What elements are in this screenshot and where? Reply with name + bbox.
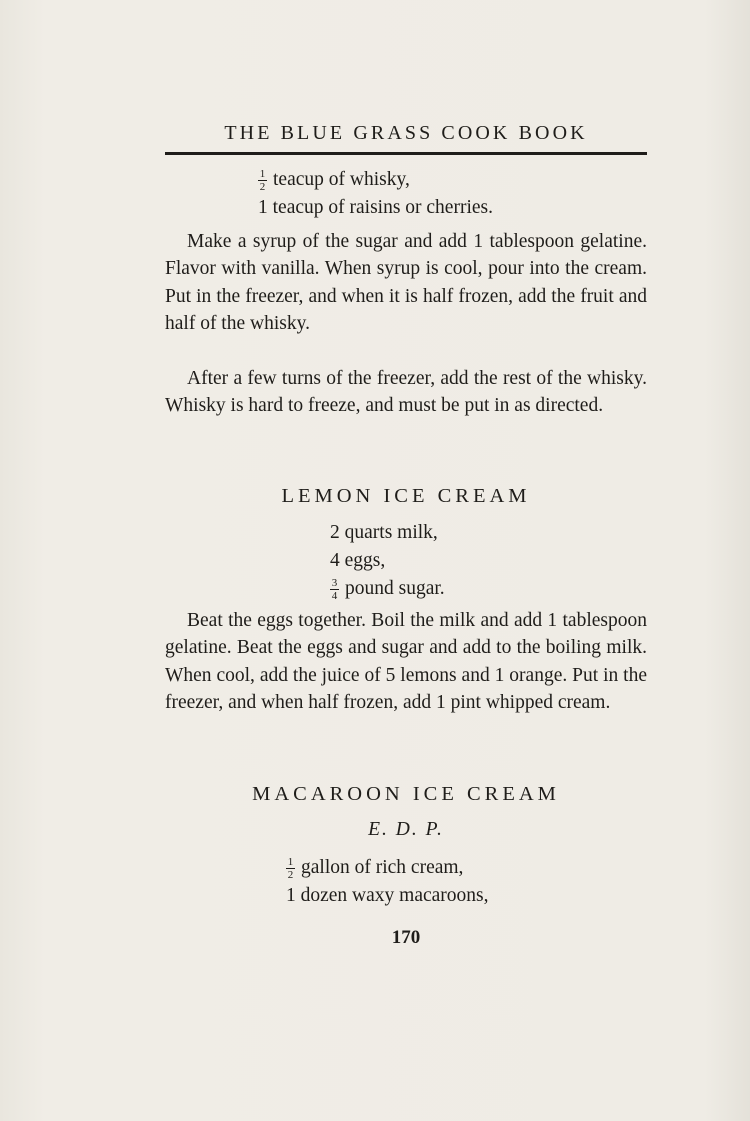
ingredient-whisky: [258, 166, 410, 194]
paragraph-lemon-method: Beat the eggs together. Boil the milk and add 1 tablespoon gelatine. Beat the eggs and sugar and add to the boiling milk. When cool, add the juice of 5 lemons and 1 orange. Put in the freezer, and when half frozen, add 1 pint whipped cream.: [165, 610, 647, 714]
recipe-attribution: E. D. P.: [368, 819, 444, 840]
ingredient-raisins: [258, 194, 493, 222]
recipe-title-lemon: LEMON ICE CREAM: [281, 485, 531, 507]
ingredient-macaroons: [286, 882, 489, 910]
paragraph-syrup: Make a syrup of the sugar and add 1 tablespoon gelatine. Flavor with vanilla. When syrup is cool, pour into the cream. Put in the freezer, and when it is half frozen, add the fruit and half of the whisky.: [165, 231, 647, 335]
fraction-one-half: $\frac{1}{2}$: [287, 856, 294, 881]
ingredient-sugar: [330, 575, 445, 603]
fraction-one-half: $\frac{1}{2}$: [259, 168, 266, 193]
ingredient-quantity: 1: [258, 197, 268, 218]
recipe-title-macaroon: MACAROON ICE CREAM: [252, 783, 560, 805]
ingredient-text: gallon of rich cream,: [301, 857, 464, 878]
ingredient-text: teacup of raisins or cherries.: [272, 197, 493, 218]
ingredient-quantity: 1: [286, 885, 296, 906]
ingredient-text: eggs,: [344, 550, 386, 571]
ingredient-milk: [330, 519, 438, 547]
ingredient-text: quarts milk,: [344, 522, 438, 543]
ingredient-cream: [286, 854, 463, 882]
ingredient-quantity: 4: [330, 550, 340, 571]
fraction-three-quarters: $\frac{3}{4}$: [331, 577, 338, 602]
ingredient-text: teacup of whisky,: [273, 169, 410, 190]
page-number: 170: [391, 927, 421, 948]
running-head: THE BLUE GRASS COOK BOOK: [224, 122, 588, 144]
ingredient-text: pound sugar.: [345, 578, 445, 599]
ingredient-text: dozen waxy macaroons,: [300, 885, 489, 906]
ingredient-quantity: 2: [330, 522, 340, 543]
header-rule: [165, 152, 647, 155]
ingredient-eggs: [330, 547, 385, 575]
paragraph-whisky: After a few turns of the freezer, add the rest of the whisky. Whisky is hard to freeze, and must be put in as directed.: [165, 368, 647, 417]
